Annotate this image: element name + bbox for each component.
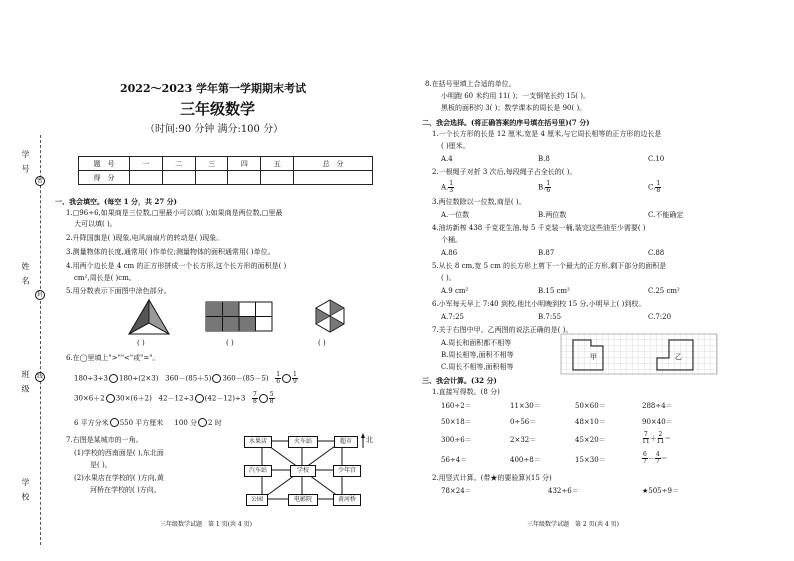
s1-q8-line2: 黑板的面积约 3( )；数学课本的周长是 90( )。	[441, 104, 587, 112]
rectangle-grid-figure	[205, 301, 273, 332]
s1-q1-line1: 1.□96÷6,如果商是三位数,□里最小可以填( );如果商是两位数,□里最	[66, 209, 283, 217]
q6-expr: 42－12÷3	[158, 394, 194, 403]
binding-line	[40, 135, 41, 545]
fig-jia-label: 甲	[590, 353, 597, 361]
score-header-cell: 五	[261, 157, 294, 171]
s2-q2-opt-c[interactable]: C. $\frac{1}{8}$	[648, 180, 661, 194]
exam-subject: 三年级数学	[180, 100, 256, 118]
compare-circle[interactable]	[195, 394, 204, 403]
s2-q2: 2.一根绳子对折 3 次后,每段绳子占全长的( )。	[432, 168, 577, 176]
calc-item: 50×18＝	[441, 418, 472, 426]
fig-yi-label: 乙	[675, 353, 682, 361]
q5-blank[interactable]: ( )	[318, 339, 326, 347]
s2-q5-opt-b[interactable]: B.15 cm²	[538, 287, 570, 295]
score-cell[interactable]	[195, 171, 228, 185]
s2-q4-line1: 4.油坊新榨 438 千克花生油,每 5 千克装一桶,装完这些油至少需要( )	[432, 224, 646, 232]
q6-expr: 360－(85－5)	[222, 374, 269, 383]
map-node-fruit-shop: 水果店	[244, 436, 272, 448]
s2-q5-line1: 5.从长 8 cm,宽 5 cm 的长方形上剪下一个最大的正方形,剩下部分的面积是	[432, 262, 667, 270]
score-header-cell: 一	[130, 157, 163, 171]
score-header-cell: 题 号	[79, 157, 130, 171]
s2-q3: 3.两位数除以一位数,商是( )。	[432, 198, 526, 206]
footer-left: 三年级数学试题 第 1 页(共 4 页)	[160, 521, 252, 528]
s2-q1-line1: 1.一个长方形的长是 12 厘米,宽是 4 厘米,与它周长相等的正方形的边长是	[432, 130, 662, 138]
s1-q6-row1	[74, 372, 298, 385]
q6-expr: 180÷(2×3)	[119, 374, 159, 383]
s2-q2-opt-b[interactable]: B. $\frac{1}{6}$	[538, 180, 551, 194]
section3-title: 三、我会计算。(32 分)	[422, 376, 497, 385]
compare-circle[interactable]	[212, 374, 221, 383]
q6-unit: 100 分	[174, 419, 198, 427]
compare-circle[interactable]	[282, 374, 291, 383]
score-table-score-row	[79, 171, 373, 185]
score-cell[interactable]	[294, 171, 373, 185]
map-node-yellow-river-bridge: 黄河桥	[333, 494, 361, 506]
binding-mi: 密	[36, 177, 43, 184]
vertical-calc: 432÷6＝	[548, 487, 579, 495]
s2-q4-opt-a[interactable]: A.86	[441, 249, 458, 257]
triangle-figure	[127, 298, 171, 338]
q5-blank[interactable]: ( )	[137, 339, 145, 347]
s2-q1-opt-c[interactable]: C.10	[648, 155, 665, 163]
s1-q7-1-line2: 是( )。	[90, 461, 112, 469]
compare-circle[interactable]	[109, 374, 118, 383]
score-table-header-row	[79, 157, 373, 171]
s1-q4-line1: 4.用两个边长是 4 cm 的正方形拼成一个长方形,这个长方形的面积是( )	[66, 262, 287, 270]
s1-q7-1-line1: (1)学校的西南面是( ),东北面	[74, 449, 164, 457]
calc-item: 300÷6＝	[441, 436, 472, 444]
s1-q6-row3	[74, 418, 222, 428]
s2-q5-opt-c[interactable]: C.25 cm²	[648, 287, 680, 295]
s2-q1-opt-a[interactable]: A.4	[441, 155, 453, 163]
binding-feng: 封	[36, 291, 43, 298]
map-node-supermarket: 超市	[334, 436, 358, 448]
q6-expr: 180÷3÷3	[74, 374, 108, 383]
map-node-school: 学校	[290, 465, 316, 477]
q5-blank[interactable]: ( )	[226, 339, 234, 347]
section2-title: 二、我会选择。(将正确答案的序号填在括号里)(7 分)	[422, 118, 590, 127]
s1-q7-2-line1: (2)水果店在学校的( )方向,黄	[74, 474, 164, 482]
calc-item: 45×20＝	[575, 436, 606, 444]
vertical-calc: ★505÷9＝	[642, 487, 679, 495]
hexagon-figure	[313, 298, 347, 334]
calc-frac-item: $\frac{7}{11}$ ＋ $\frac{2}{11}$ ＝	[642, 431, 672, 445]
vertical-calc: 78×24＝	[441, 487, 472, 495]
binding-xingming: 姓 名	[21, 262, 30, 287]
s2-q7: 7.关于右图中甲、乙两图的说法正确的是( )。	[432, 326, 573, 334]
footer-right: 三年级数学试题 第 2 页(共 4 页)	[527, 521, 619, 528]
s2-q7-opt-c[interactable]: C.周长不相等,面积相等	[441, 363, 514, 371]
score-cell[interactable]	[228, 171, 261, 185]
calc-item: 48×10＝	[575, 418, 606, 426]
exam-year-title: 2022～2023 学年第一学期期末考试	[120, 82, 307, 95]
score-header-cell: 二	[162, 157, 195, 171]
calc-item: 400÷8＝	[510, 456, 541, 464]
q6-expr: (42－12)÷3	[204, 394, 246, 403]
map-node-train-station: 火车站	[288, 436, 318, 448]
map-node-bus-station: 汽车站	[244, 465, 272, 477]
s2-q3-opt-b[interactable]: B.两位数	[538, 211, 567, 219]
map-north-label: 北	[366, 436, 373, 444]
fraction: $\frac{1}{9}$	[293, 371, 297, 385]
compare-circle[interactable]	[106, 394, 115, 403]
q6-unit: 550 平方厘米	[119, 419, 164, 427]
exam-time-info: （时间:90 分钟 满分:100 分）	[145, 124, 284, 135]
s3-q2: 2.用竖式计算。(带★的要验算)(15 分)	[432, 474, 552, 482]
section1-title: 一、我会填空。(每空 1 分，共 27 分)	[55, 197, 177, 206]
s2-q1-opt-b[interactable]: B.8	[538, 155, 550, 163]
s1-q7-2-line2: 河桥在学校的( )方向。	[90, 486, 161, 494]
s2-q6-opt-b[interactable]: B.7:55	[538, 313, 562, 321]
q6-unit: 6 平方分米	[74, 419, 109, 427]
fraction: $\frac{7}{8}$	[252, 391, 257, 405]
s2-q6-opt-a[interactable]: A.7:25	[441, 313, 464, 321]
s2-q4-opt-b[interactable]: B.87	[538, 249, 555, 257]
calc-item: 90×40＝	[642, 418, 673, 426]
map-node-youth-palace: 少年宫	[333, 465, 361, 477]
s1-q7: 7.右图是某城市的一角。	[66, 436, 143, 444]
s1-q2: 2.升降国旗是( )现象,电风扇扇片的转动是( )现象。	[66, 234, 224, 242]
fraction: $\frac{1}{6}$	[276, 371, 281, 385]
s2-q3-opt-a[interactable]: A.一位数	[441, 211, 470, 219]
s2-q1-line2: ( )厘米。	[441, 142, 470, 150]
s1-q6: 6.在◯里填上">""<"或"="。	[66, 354, 160, 362]
s1-q6-row2	[74, 392, 275, 405]
s2-q6-opt-c[interactable]: C.7:20	[648, 313, 672, 321]
calc-item: 2×32＝	[510, 436, 537, 444]
s1-q8-line1: 小明跑 60 米约用 11( )；一支钢笔长约 15( )。	[441, 92, 590, 100]
s2-q5-opt-a[interactable]: A.9 cm²	[441, 287, 469, 295]
q6-expr: 30×(6＋2)	[115, 394, 152, 403]
s2-q4-opt-c[interactable]: C.88	[648, 249, 665, 257]
binding-xuehao: 学 号	[21, 150, 30, 175]
score-header-cell: 总 分	[294, 157, 373, 171]
fraction: $\frac{5}{8}$	[269, 391, 274, 405]
s1-q1-line2: 大可以填( )。	[74, 220, 117, 228]
q6-expr: 30×6＋2	[74, 394, 105, 403]
calc-item: 288÷4＝	[642, 402, 673, 410]
binding-banji: 班 级	[21, 370, 30, 395]
s2-q5-line2: ( )。	[441, 274, 456, 282]
s2-q7-opt-b[interactable]: B.周长相等,面积不相等	[441, 351, 514, 359]
score-header-cell: 三	[195, 157, 228, 171]
calc-frac-item: $\frac{6}{7}$ － $\frac{4}{7}$ ＝	[643, 451, 668, 465]
s2-q7-opt-a[interactable]: A.周长和面积都不相等	[441, 339, 512, 347]
calc-item: 15×30＝	[575, 456, 606, 464]
compare-circle[interactable]	[259, 394, 268, 403]
s1-q5: 5.用分数表示下面图中涂色部分。	[66, 287, 171, 295]
s2-q4-line2: 个桶。	[441, 236, 462, 244]
map-node-park: 公园	[246, 494, 268, 506]
calc-item: 56÷4＝	[441, 456, 468, 464]
score-header-cell: 四	[228, 157, 261, 171]
s2-q3-opt-c[interactable]: C.不能确定	[648, 211, 684, 219]
compare-circle[interactable]	[110, 418, 119, 427]
binding-xian: 线	[36, 373, 43, 380]
binding-xuexiao: 学 校	[21, 478, 30, 503]
s3-q1: 1.直接写得数。(8 分)	[432, 388, 500, 396]
score-cell[interactable]	[130, 171, 163, 185]
calc-item: 160÷2＝	[441, 402, 472, 410]
jia-yi-grid-figure	[560, 333, 720, 377]
s1-q8: 8.在括号里填上合适的单位。	[425, 80, 516, 88]
score-cell[interactable]	[162, 171, 195, 185]
map-node-cinema: 电影院	[288, 494, 318, 506]
calc-item: 50×60＝	[575, 402, 606, 410]
s2-q2-opt-a[interactable]: A. $\frac{1}{3}$	[441, 180, 454, 194]
calc-item: 0÷56＝	[510, 418, 537, 426]
score-cell[interactable]	[261, 171, 294, 185]
q6-expr: 360－(85＋5)	[165, 374, 212, 383]
s2-q6: 6.小军每天早上 7:40 到校,他比小明晚到校 15 分,小明早上( )到校。	[432, 300, 646, 308]
q6-unit: 2 时	[208, 419, 222, 427]
s1-q4-line2: cm²,周长是( )cm。	[74, 274, 136, 282]
s1-q3: 3.测量物体的长度,通常用( )作单位;测量物体的面积通常用( )单位。	[66, 248, 275, 256]
compare-circle[interactable]	[198, 418, 207, 427]
score-row-label: 得 分	[79, 171, 130, 185]
score-table	[78, 156, 373, 185]
calc-item: 11×30＝	[510, 402, 541, 410]
